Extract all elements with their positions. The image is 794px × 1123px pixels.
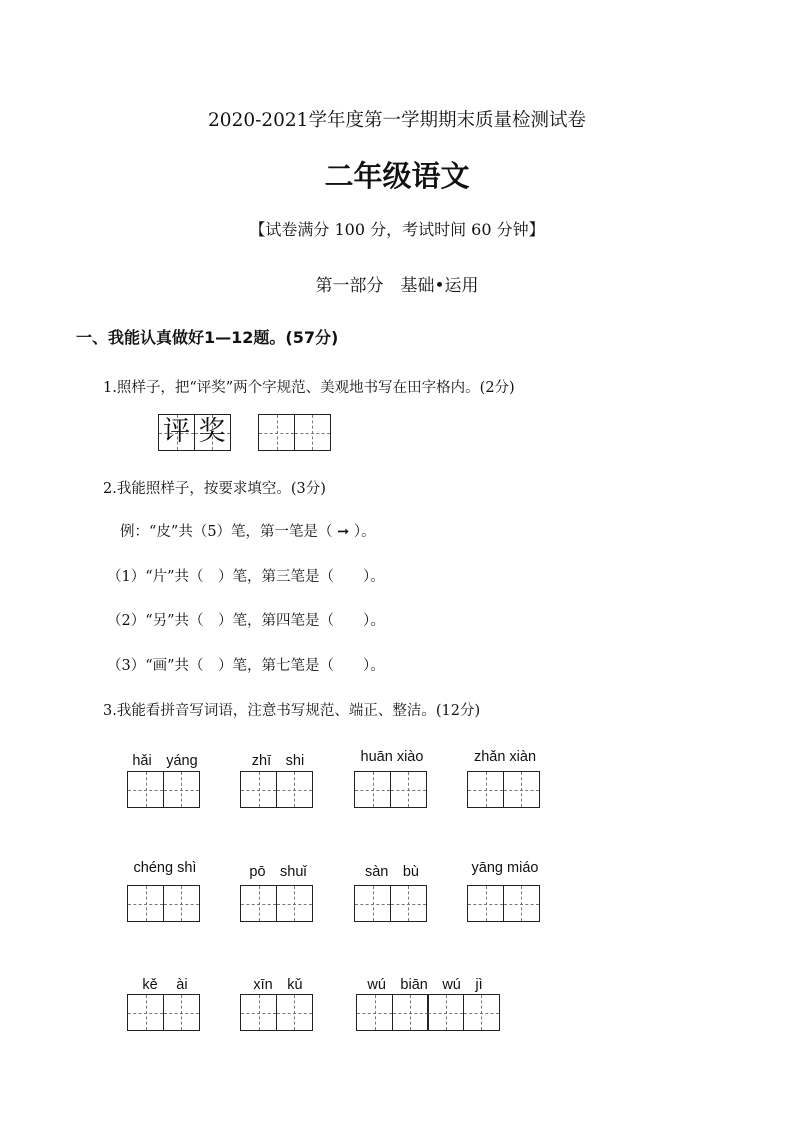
- word-grid[interactable]: [354, 885, 425, 922]
- pinyin-label: wú biān wú jì: [367, 977, 483, 993]
- exam-title: 2020-2021学年度第一学期期末质量检测试卷: [208, 110, 586, 131]
- grid-cell[interactable]: [294, 414, 331, 451]
- pinyin-label: pō shuǐ: [249, 864, 307, 880]
- grid-cell[interactable]: [467, 771, 504, 808]
- subject-title: 二年级语文: [324, 159, 470, 193]
- grid-cell: [194, 414, 231, 451]
- question-2-item[interactable]: （3）“画”共（ ）笔，第七笔是（ ）。: [107, 658, 385, 674]
- pinyin-label: kě ài: [142, 977, 188, 993]
- grid-cell[interactable]: [503, 885, 540, 922]
- word-grid[interactable]: [467, 885, 538, 922]
- grid-cell[interactable]: [503, 771, 540, 808]
- grid-cell[interactable]: [127, 771, 164, 808]
- grid-cell[interactable]: [427, 994, 464, 1031]
- grid-cell[interactable]: [390, 885, 427, 922]
- word-grid[interactable]: [240, 771, 311, 808]
- pinyin-label: xīn kǔ: [253, 977, 303, 993]
- pinyin-label: yāng miáo: [471, 860, 539, 876]
- sample-char: 奖: [198, 416, 226, 447]
- part-title: 第一部分 基础•运用: [315, 276, 479, 296]
- word-grid[interactable]: [240, 885, 311, 922]
- sample-grid: [158, 414, 229, 451]
- word-grid[interactable]: [127, 771, 198, 808]
- grid-cell[interactable]: [163, 885, 200, 922]
- grid-cell[interactable]: [463, 994, 500, 1031]
- grid-cell[interactable]: [276, 885, 313, 922]
- grid-cell[interactable]: [354, 771, 391, 808]
- grid-cell[interactable]: [392, 994, 429, 1031]
- pinyin-label: chéng shì: [133, 860, 197, 876]
- grid-cell[interactable]: [240, 885, 277, 922]
- grid-cell[interactable]: [127, 994, 164, 1031]
- word-grid[interactable]: [240, 994, 311, 1031]
- grid-cell: [158, 414, 195, 451]
- grid-cell[interactable]: [276, 771, 313, 808]
- word-grid[interactable]: [467, 771, 538, 808]
- pinyin-label: hǎi yáng: [132, 753, 198, 769]
- pinyin-label: zhǎn xiàn: [473, 749, 537, 765]
- grid-cell[interactable]: [354, 885, 391, 922]
- grid-cell[interactable]: [356, 994, 393, 1031]
- answer-grid[interactable]: [258, 414, 329, 451]
- question-2-prompt: 2.我能照样子，按要求填空。(3分): [103, 481, 326, 497]
- grid-cell[interactable]: [467, 885, 504, 922]
- word-grid[interactable]: [127, 885, 198, 922]
- section-title: 一、我能认真做好1—12题。(57分): [76, 328, 339, 347]
- pinyin-label: zhī shi: [251, 753, 305, 769]
- sample-char: 评: [163, 416, 190, 447]
- question-2-example: 例：“皮”共（5）笔，第一笔是（ ➞ ）。: [120, 524, 376, 540]
- question-1-prompt: 1.照样子，把“评奖”两个字规范、美观地书写在田字格内。(2分): [103, 380, 515, 396]
- word-grid[interactable]: [127, 994, 198, 1031]
- grid-cell[interactable]: [240, 994, 277, 1031]
- word-grid[interactable]: [356, 994, 498, 1031]
- grid-cell[interactable]: [127, 885, 164, 922]
- grid-cell[interactable]: [240, 771, 277, 808]
- exam-note: 【试卷满分 100 分，考试时间 60 分钟】: [249, 220, 545, 239]
- pinyin-label: sàn bù: [364, 864, 419, 880]
- pinyin-label: huān xiào: [360, 749, 424, 765]
- question-2-item[interactable]: （2）“另”共（ ）笔，第四笔是（ ）。: [107, 613, 385, 629]
- question-3-prompt: 3.我能看拼音写词语，注意书写规范、端正、整洁。(12分): [103, 703, 481, 719]
- word-grid[interactable]: [354, 771, 425, 808]
- grid-cell[interactable]: [258, 414, 295, 451]
- grid-cell[interactable]: [390, 771, 427, 808]
- grid-cell[interactable]: [276, 994, 313, 1031]
- question-2-item[interactable]: （1）“片”共（ ）笔，第三笔是（ ）。: [107, 569, 385, 585]
- grid-cell[interactable]: [163, 771, 200, 808]
- grid-cell[interactable]: [163, 994, 200, 1031]
